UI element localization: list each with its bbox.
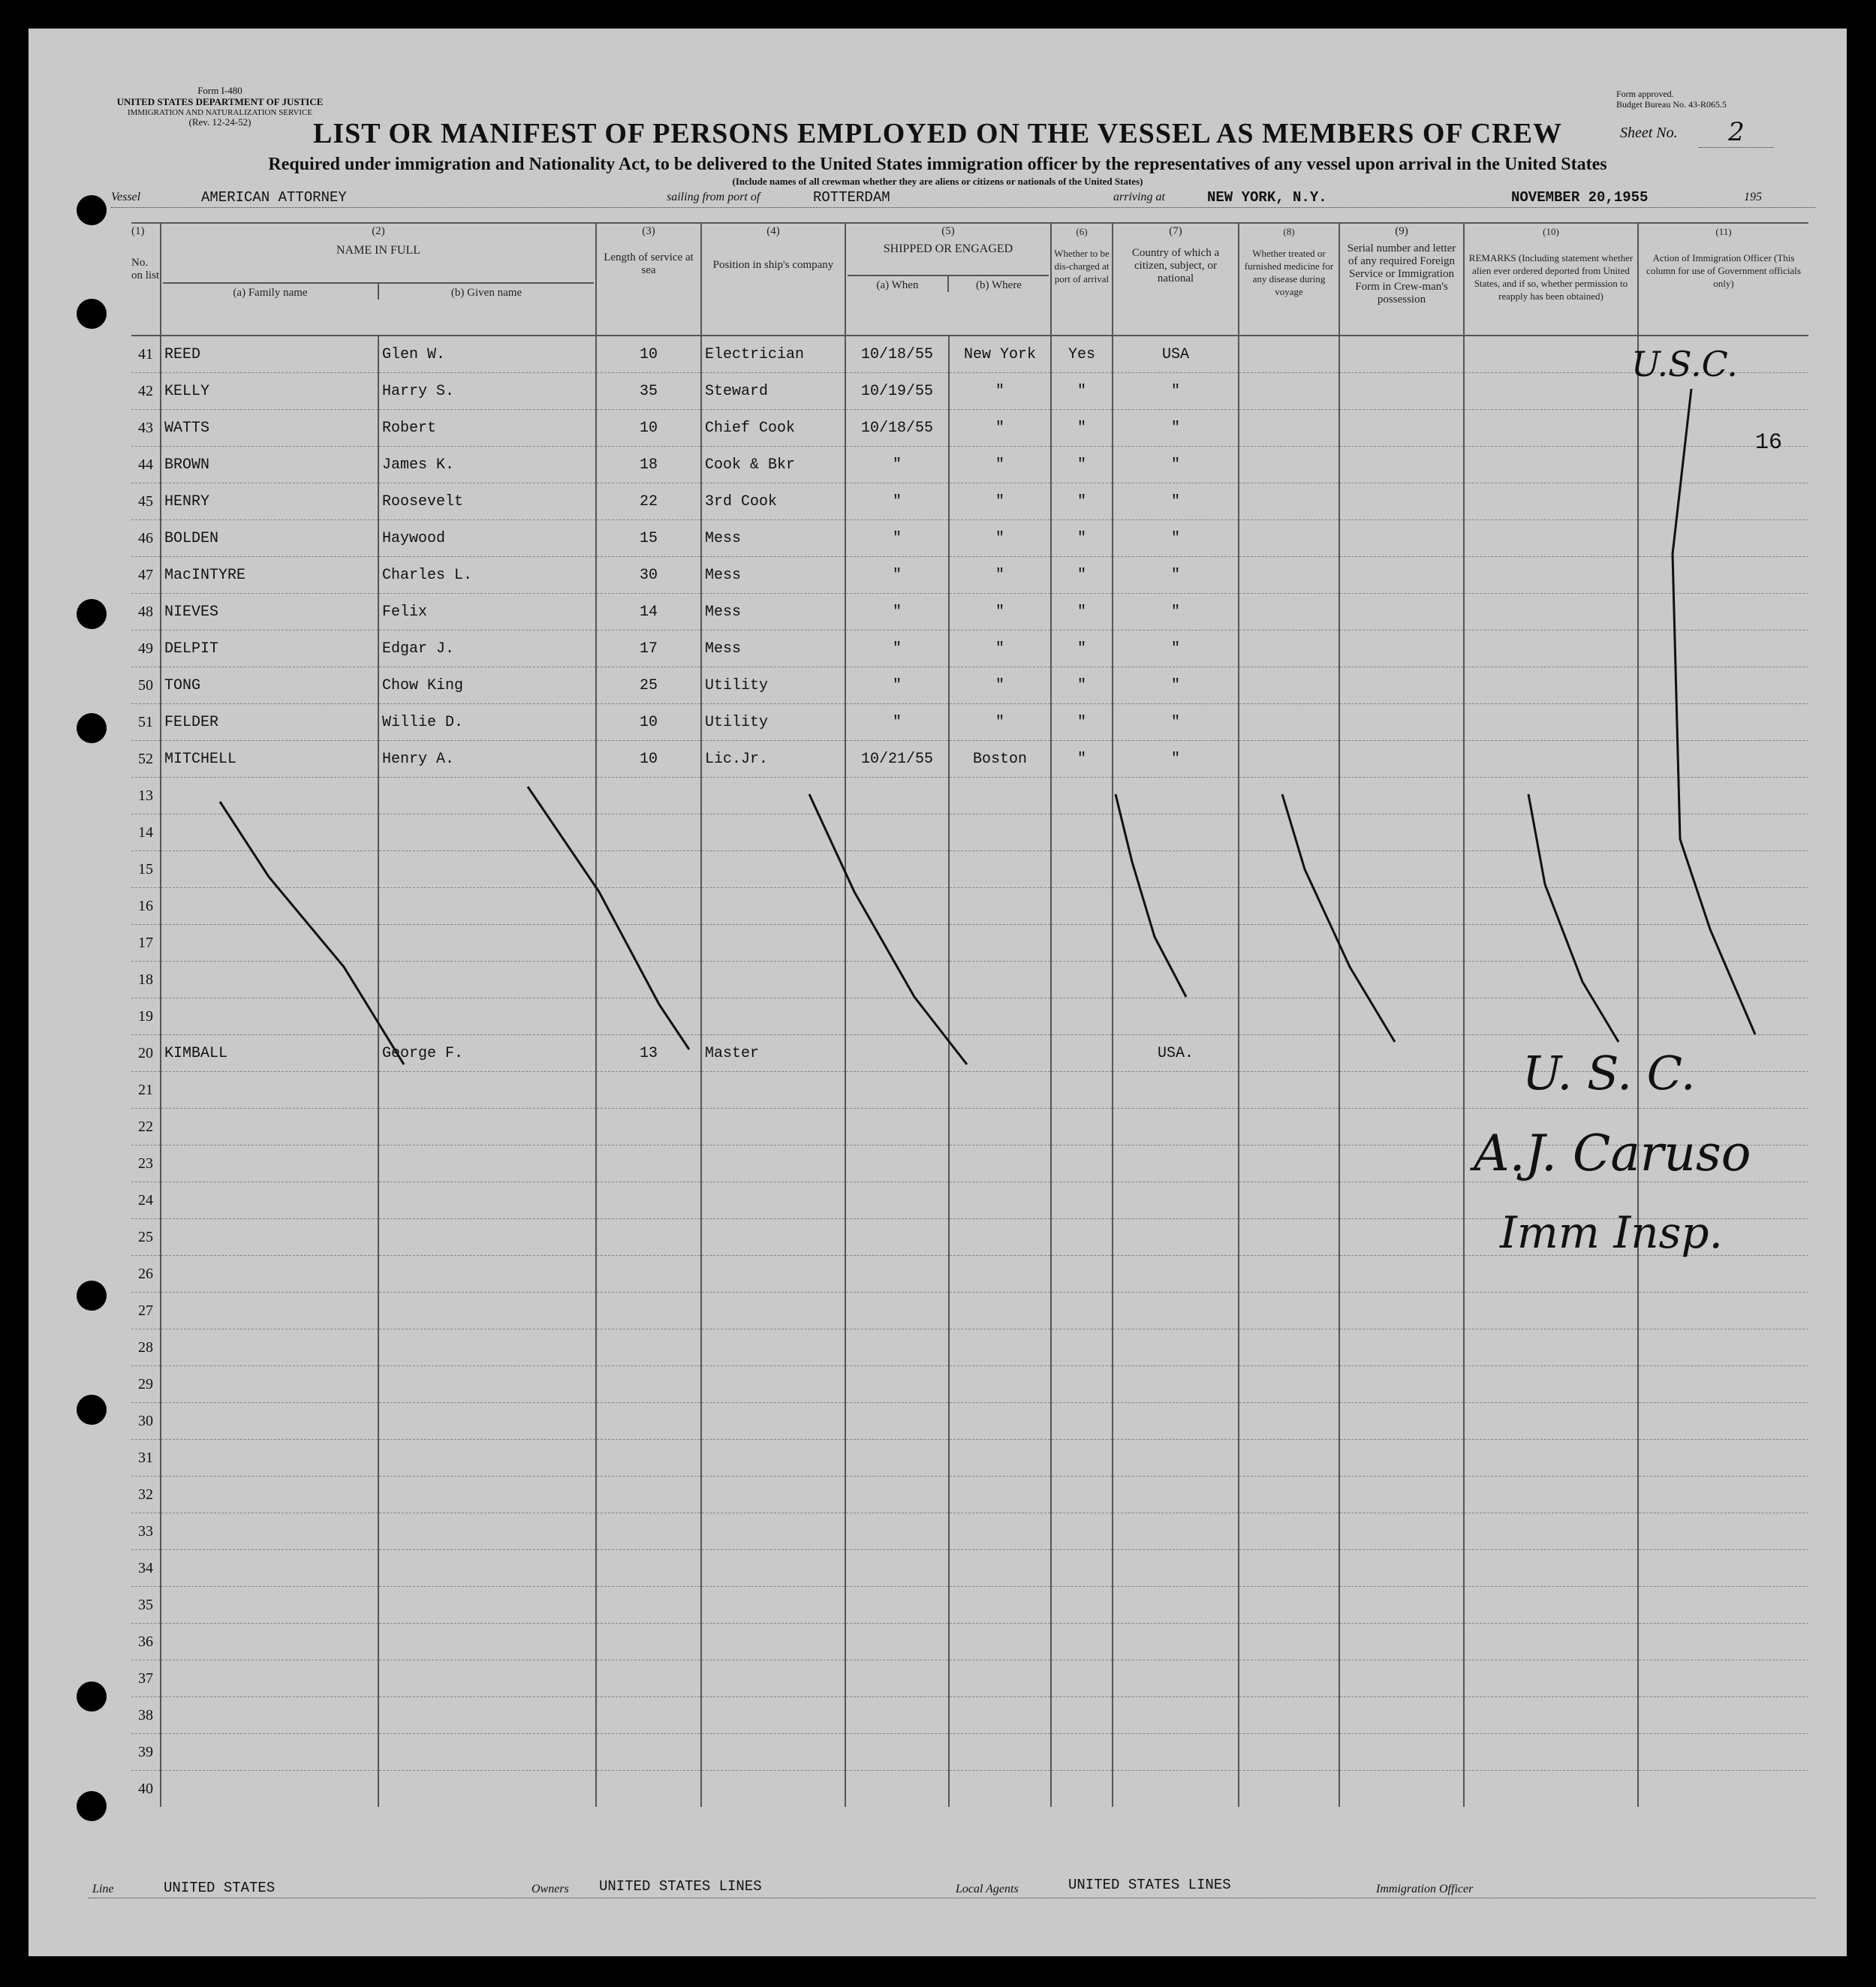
punch-hole bbox=[77, 1791, 107, 1821]
cancel-line-when bbox=[809, 794, 967, 1064]
punch-hole bbox=[77, 195, 107, 225]
cancel-line-serial bbox=[1282, 794, 1395, 1042]
country-cell: USA bbox=[1113, 336, 1239, 373]
row-number-cell: 19 bbox=[131, 998, 161, 1035]
discharged-cell: " bbox=[1051, 447, 1113, 483]
shipped-when-cell: " bbox=[845, 631, 949, 667]
position-cell: Lic.Jr. bbox=[701, 741, 845, 778]
row-number-cell: 39 bbox=[131, 1734, 161, 1771]
shipped-when-cell: " bbox=[845, 704, 949, 741]
country-cell: " bbox=[1113, 557, 1239, 594]
row-number-cell: 24 bbox=[131, 1182, 161, 1219]
shipped-where-cell: " bbox=[949, 667, 1051, 704]
family-name-cell: KIMBALL bbox=[161, 1035, 378, 1072]
header-where: (b) Where bbox=[976, 279, 1022, 291]
service-length-cell: 10 bbox=[596, 336, 701, 373]
shipped-when-cell: 10/21/55 bbox=[845, 741, 949, 778]
row-number-cell: 21 bbox=[131, 1072, 161, 1109]
header-col5-label: SHIPPED OR ENGAGED bbox=[883, 242, 1013, 255]
given-name-cell: Harry S. bbox=[378, 373, 596, 410]
form-approved: Form approved. bbox=[1616, 89, 1674, 99]
country-cell: " bbox=[1113, 741, 1239, 778]
row-number-cell: 31 bbox=[131, 1440, 161, 1477]
shipped-when-cell: " bbox=[845, 667, 949, 704]
position-cell: Mess bbox=[701, 594, 845, 631]
position-cell: Chief Cook bbox=[701, 410, 845, 447]
family-name-cell: BROWN bbox=[161, 447, 378, 483]
header-col10-number: (10) bbox=[1543, 226, 1559, 237]
shipped-when-cell: 10/19/55 bbox=[845, 373, 949, 410]
family-name-cell: MacINTYRE bbox=[161, 557, 378, 594]
row-number-cell: 50 bbox=[131, 667, 161, 704]
sailing-label: sailing from port of bbox=[667, 191, 760, 203]
shipped-when-cell: " bbox=[845, 483, 949, 520]
punch-hole bbox=[77, 713, 107, 743]
shipped-where-cell: Boston bbox=[949, 741, 1051, 778]
agents-label: Local Agents bbox=[956, 1883, 1019, 1895]
row-number-cell: 32 bbox=[131, 1477, 161, 1513]
family-name-cell: BOLDEN bbox=[161, 520, 378, 557]
given-name-cell: Haywood bbox=[378, 520, 596, 557]
port-of-arrival: NEW YORK, N.Y. bbox=[1207, 189, 1327, 206]
officer-signature: A.J. Caruso bbox=[1474, 1124, 1751, 1182]
row-number-cell: 25 bbox=[131, 1219, 161, 1256]
row-number-cell: 18 bbox=[131, 962, 161, 998]
row-number-cell: 37 bbox=[131, 1660, 161, 1697]
position-cell: Utility bbox=[701, 704, 845, 741]
row-number-cell: 36 bbox=[131, 1624, 161, 1660]
discharged-cell: " bbox=[1051, 741, 1113, 778]
budget-bureau: Budget Bureau No. 43-R065.5 bbox=[1616, 99, 1727, 110]
year-suffix: 195 bbox=[1744, 191, 1762, 203]
shipped-where-cell: " bbox=[949, 447, 1051, 483]
discharged-cell: " bbox=[1051, 667, 1113, 704]
service-length-cell: 13 bbox=[596, 1035, 701, 1072]
punch-hole bbox=[77, 299, 107, 329]
position-cell: Electrician bbox=[701, 336, 845, 373]
discharged-cell: " bbox=[1051, 483, 1113, 520]
service-length-cell: 22 bbox=[596, 483, 701, 520]
form-note: (Include names of all crewman whether they are aliens or citizens or nationals of the United States) bbox=[732, 176, 1143, 187]
given-name-cell: Chow King bbox=[378, 667, 596, 704]
row-number-cell: 38 bbox=[131, 1697, 161, 1734]
given-name-cell: Edgar J. bbox=[378, 631, 596, 667]
vessel-label: Vessel bbox=[111, 191, 141, 203]
family-name-cell: HENRY bbox=[161, 483, 378, 520]
country-cell: " bbox=[1113, 520, 1239, 557]
discharged-cell: " bbox=[1051, 631, 1113, 667]
service-length-cell: 18 bbox=[596, 447, 701, 483]
row-number-cell: 26 bbox=[131, 1256, 161, 1293]
agents-value: UNITED STATES LINES bbox=[1068, 1877, 1231, 1893]
family-name-cell: REED bbox=[161, 336, 378, 373]
header-col4-label: Position in ship's company bbox=[712, 259, 834, 271]
discharged-cell: Yes bbox=[1051, 336, 1113, 373]
service-length-cell: 14 bbox=[596, 594, 701, 631]
cancel-line-given bbox=[528, 787, 689, 1049]
punch-hole bbox=[77, 1681, 107, 1712]
family-name-cell: NIEVES bbox=[161, 594, 378, 631]
row-number-cell: 40 bbox=[131, 1771, 161, 1808]
header-col9-number: (9) bbox=[1395, 225, 1408, 237]
line-label: Line bbox=[92, 1883, 114, 1895]
shipped-when-cell: " bbox=[845, 447, 949, 483]
row-number-cell: 23 bbox=[131, 1146, 161, 1182]
page-number: 16 bbox=[1755, 430, 1783, 456]
position-cell: Utility bbox=[701, 667, 845, 704]
header-col5-number: (5) bbox=[941, 225, 955, 237]
country-cell: " bbox=[1113, 594, 1239, 631]
header-col6-label: Whether to be dis-charged at port of arrival bbox=[1054, 248, 1110, 285]
header-col11-label: Action of Immigration Officer (This column for use of Government officials only) bbox=[1646, 252, 1801, 289]
shipped-where-cell: " bbox=[949, 373, 1051, 410]
cancel-line-action bbox=[1673, 389, 1755, 1034]
family-name-cell: TONG bbox=[161, 667, 378, 704]
discharged-cell: " bbox=[1051, 594, 1113, 631]
row-number-cell: 17 bbox=[131, 925, 161, 962]
header-col6-number: (6) bbox=[1076, 226, 1088, 237]
punch-hole bbox=[77, 1281, 107, 1311]
row-number-cell: 47 bbox=[131, 557, 161, 594]
service-name: IMMIGRATION AND NATURALIZATION SERVICE bbox=[127, 108, 313, 117]
position-cell: Mess bbox=[701, 557, 845, 594]
given-name-cell: Henry A. bbox=[378, 741, 596, 778]
given-name-cell: Felix bbox=[378, 594, 596, 631]
header-col3-label: Length of service at sea bbox=[604, 251, 694, 276]
discharged-cell: " bbox=[1051, 410, 1113, 447]
row-number-cell: 35 bbox=[131, 1587, 161, 1624]
usc-top-annotation: U.S.C. bbox=[1631, 344, 1738, 384]
discharged-cell: " bbox=[1051, 557, 1113, 594]
country-cell: " bbox=[1113, 631, 1239, 667]
form-subtitle: Required under immigration and Nationality Act, to be delivered to the United States immigration officer by the representatives of any vessel upon arrival in the United States bbox=[268, 155, 1607, 174]
shipped-where-cell: " bbox=[949, 557, 1051, 594]
header-col8-number: (8) bbox=[1283, 226, 1295, 237]
row-number-cell: 43 bbox=[131, 410, 161, 447]
punch-hole bbox=[77, 1395, 107, 1425]
row-number-cell: 49 bbox=[131, 631, 161, 667]
shipped-when-cell: 10/18/55 bbox=[845, 336, 949, 373]
form-number: Form I-480 bbox=[197, 85, 242, 96]
family-name-cell: KELLY bbox=[161, 373, 378, 410]
arrival-date: NOVEMBER 20,1955 bbox=[1511, 189, 1649, 206]
row-number-cell: 29 bbox=[131, 1366, 161, 1403]
header-given-name: (b) Given name bbox=[450, 287, 522, 299]
cancel-line-remarks bbox=[1528, 794, 1619, 1042]
header-col2-number: (2) bbox=[372, 225, 385, 237]
header-col7-label: Country of which a citizen, subject, or national bbox=[1131, 247, 1220, 285]
officer-label: Immigration Officer bbox=[1376, 1883, 1474, 1895]
service-length-cell: 15 bbox=[596, 520, 701, 557]
shipped-where-cell: " bbox=[949, 594, 1051, 631]
header-col11-number: (11) bbox=[1715, 226, 1732, 237]
sheet-label: Sheet No. bbox=[1620, 125, 1678, 141]
row-number-cell: 41 bbox=[131, 336, 161, 373]
given-name-cell: Willie D. bbox=[378, 704, 596, 741]
row-number-cell: 28 bbox=[131, 1329, 161, 1366]
given-name-cell: George F. bbox=[378, 1035, 596, 1072]
given-name-cell: Glen W. bbox=[378, 336, 596, 373]
row-number-cell: 33 bbox=[131, 1513, 161, 1550]
service-length-cell: 10 bbox=[596, 704, 701, 741]
shipped-where-cell: " bbox=[949, 520, 1051, 557]
shipped-where-cell: " bbox=[949, 483, 1051, 520]
cancel-line-name bbox=[220, 802, 404, 1064]
given-name-cell: Robert bbox=[378, 410, 596, 447]
row-number-cell: 13 bbox=[131, 778, 161, 814]
discharged-cell: " bbox=[1051, 704, 1113, 741]
form-title: LIST OR MANIFEST OF PERSONS EMPLOYED ON THE VESSEL AS MEMBERS OF CREW bbox=[313, 118, 1562, 149]
service-length-cell: 10 bbox=[596, 410, 701, 447]
owners-label: Owners bbox=[531, 1883, 569, 1895]
country-cell: " bbox=[1113, 373, 1239, 410]
row-number-cell: 48 bbox=[131, 594, 161, 631]
row-number-cell: 14 bbox=[131, 814, 161, 851]
row-number-cell: 20 bbox=[131, 1035, 161, 1072]
service-length-cell: 17 bbox=[596, 631, 701, 667]
service-length-cell: 25 bbox=[596, 667, 701, 704]
header-col1-label: No. on list bbox=[131, 257, 160, 281]
manifest-sheet bbox=[29, 29, 1847, 1956]
position-cell: Mess bbox=[701, 520, 845, 557]
position-cell: 3rd Cook bbox=[701, 483, 845, 520]
row-number-cell: 30 bbox=[131, 1403, 161, 1440]
line-value: UNITED STATES bbox=[164, 1880, 276, 1896]
row-number-cell: 52 bbox=[131, 741, 161, 778]
position-cell: Steward bbox=[701, 373, 845, 410]
owners-value: UNITED STATES LINES bbox=[599, 1878, 762, 1895]
department-name: UNITED STATES DEPARTMENT OF JUSTICE bbox=[116, 96, 324, 107]
row-number-cell: 34 bbox=[131, 1550, 161, 1587]
header-col9-label: Serial number and letter of any required Foreign Service or Immigration Form in Crew-man's possession bbox=[1347, 242, 1456, 306]
header-col2-label: NAME IN FULL bbox=[336, 244, 420, 257]
shipped-where-cell: New York bbox=[949, 336, 1051, 373]
position-cell: Master bbox=[701, 1035, 845, 1072]
given-name-cell: James K. bbox=[378, 447, 596, 483]
header-col1-number: (1) bbox=[131, 225, 145, 237]
shipped-where-cell: " bbox=[949, 631, 1051, 667]
position-cell: Mess bbox=[701, 631, 845, 667]
country-cell: " bbox=[1113, 410, 1239, 447]
header-when: (a) When bbox=[848, 276, 949, 292]
country-cell: " bbox=[1113, 447, 1239, 483]
revision-date: (Rev. 12-24-52) bbox=[188, 116, 251, 128]
given-name-cell: Roosevelt bbox=[378, 483, 596, 520]
country-cell: " bbox=[1113, 483, 1239, 520]
service-length-cell: 30 bbox=[596, 557, 701, 594]
row-number-cell: 16 bbox=[131, 888, 161, 925]
row-number-cell: 42 bbox=[131, 373, 161, 410]
header-col8-label: Whether treated or furnished medicine for any disease during voyage bbox=[1244, 248, 1334, 297]
punch-hole bbox=[77, 599, 107, 629]
shipped-when-cell: 10/18/55 bbox=[845, 410, 949, 447]
country-cell: USA. bbox=[1113, 1035, 1239, 1072]
shipped-where-cell: " bbox=[949, 410, 1051, 447]
arriving-label: arriving at bbox=[1113, 191, 1165, 203]
header-col10-label: REMARKS (Including statement whether alien ever ordered deported from United States, and if so, whether permission to reapply has been obtained) bbox=[1468, 252, 1634, 302]
inspector-title: Imm Insp. bbox=[1500, 1207, 1723, 1258]
header-col3-number: (3) bbox=[642, 225, 655, 237]
shipped-when-cell: " bbox=[845, 557, 949, 594]
service-length-cell: 10 bbox=[596, 741, 701, 778]
usc-bottom-annotation: U. S. C. bbox=[1522, 1046, 1696, 1100]
vessel-name: AMERICAN ATTORNEY bbox=[201, 189, 347, 206]
service-length-cell: 35 bbox=[596, 373, 701, 410]
discharged-cell: " bbox=[1051, 520, 1113, 557]
shipped-when-cell: " bbox=[845, 520, 949, 557]
row-number-cell: 27 bbox=[131, 1293, 161, 1329]
position-cell: Cook & Bkr bbox=[701, 447, 845, 483]
sheet-number: 2 bbox=[1699, 117, 1774, 148]
header-family-name: (a) Family name bbox=[163, 284, 379, 300]
row-number-cell: 44 bbox=[131, 447, 161, 483]
row-number-cell: 22 bbox=[131, 1109, 161, 1146]
header-col4-number: (4) bbox=[766, 225, 780, 237]
shipped-where-cell: " bbox=[949, 704, 1051, 741]
shipped-when-cell: " bbox=[845, 594, 949, 631]
row-number-cell: 45 bbox=[131, 483, 161, 520]
given-name-cell: Charles L. bbox=[378, 557, 596, 594]
family-name-cell: FELDER bbox=[161, 704, 378, 741]
row-number-cell: 51 bbox=[131, 704, 161, 741]
cancel-line-country bbox=[1116, 794, 1186, 997]
row-number-cell: 46 bbox=[131, 520, 161, 557]
family-name-cell: WATTS bbox=[161, 410, 378, 447]
diagonal-cancel-lines bbox=[220, 389, 1755, 1064]
country-cell: " bbox=[1113, 704, 1239, 741]
header-col7-number: (7) bbox=[1169, 225, 1182, 237]
family-name-cell: MITCHELL bbox=[161, 741, 378, 778]
country-cell: " bbox=[1113, 667, 1239, 704]
handwritten-strokes bbox=[29, 29, 1847, 1956]
family-name-cell: DELPIT bbox=[161, 631, 378, 667]
row-number-cell: 15 bbox=[131, 851, 161, 888]
discharged-cell: " bbox=[1051, 373, 1113, 410]
port-of-sailing: ROTTERDAM bbox=[813, 189, 890, 206]
